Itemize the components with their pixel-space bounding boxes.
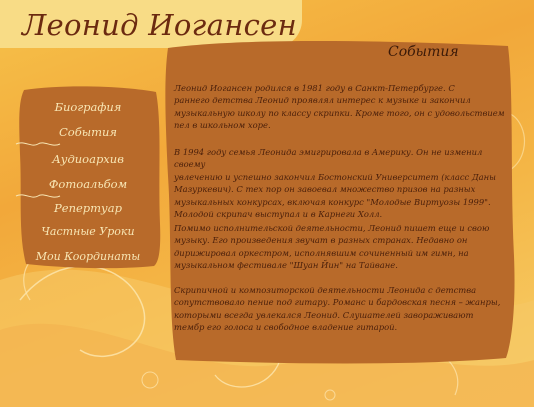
paragraph-1: Леонид Иогансен родился в 1981 году в Санкт-Петербурге. С раннего детства Леонид проявлял интерес к музыке и закончил музыкальную школу по классу скрипки. Кроме того, он с удовольствием пел в школьном хоре. <box>174 83 505 131</box>
content-panel <box>162 36 518 366</box>
paragraph-4: Скрипичной и композиторской деятельности Леонида с детства сопутствовало пение под гитару. Романс и бардовская песня – жанры, которыми всегда увлекался Леонид. Слушателей завораживают тембр его голоса и свободное владение гитарой. <box>174 285 501 333</box>
sidebar-nav <box>14 84 162 270</box>
nav-item-biography[interactable]: Биография <box>54 100 122 114</box>
paragraph-3: Помимо исполнительской деятельности, Леонид пишет еще и свою музыку. Его произведения звучат в разных странах. Недавно он дирижировал оркестром, исполнявшим сочиненный им гимн, на музыкальном фестивале "Шуан Йин" на Тайване. <box>174 223 490 271</box>
ornament-divider-icon <box>14 192 62 200</box>
nav-item-contacts[interactable]: Мои Координаты <box>35 250 141 263</box>
content-title: События <box>388 44 459 60</box>
nav-item-events[interactable]: События <box>58 125 118 139</box>
nav-item-photo-album[interactable]: Фотоальбом <box>48 177 128 191</box>
nav-item-private-lessons[interactable]: Частные Уроки <box>41 225 135 238</box>
nav-item-audio-archive[interactable]: Аудиоархив <box>52 152 124 166</box>
site-title: Леонид Иогансен <box>22 8 298 42</box>
ornament-divider-icon <box>14 140 62 148</box>
paragraph-2: В 1994 году семья Леонида эмигрировала в Америку. Он не изменил своему увлечению и успешно закончил Бостонский Университет (класс Даны Мазуркевич). С тех пор он завоевал множество призов на разных музыкальных конкурсах, включая конкурс "Молодые Виртуозы 1999". Молодой скрипач выступал и в Карнеги Холл. <box>174 147 497 220</box>
nav-item-repertoire[interactable]: Репертуар <box>54 201 122 215</box>
